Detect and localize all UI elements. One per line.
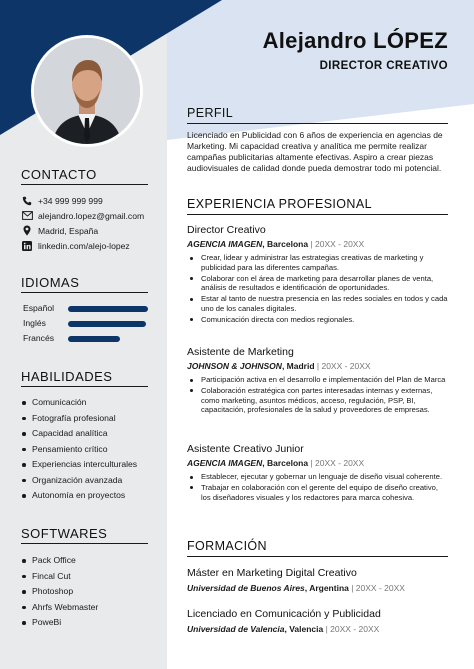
list-item: Estar al tanto de nuestra presencia en las redes sociales en todos y cada uno de los canales digitales. [187, 294, 449, 314]
job-title: Director Creativo [187, 224, 266, 236]
contact-phone-text[interactable]: +34 999 999 999 [38, 195, 103, 206]
list-item: Fotografía profesional [21, 412, 161, 428]
candidate-name: Alejandro LÓPEZ [262, 28, 448, 53]
education-entry [187, 567, 449, 593]
education-entry [187, 608, 449, 634]
list-item: Autonomía en proyectos [21, 489, 161, 505]
contact-linkedin-text[interactable]: linkedin.com/alejo-lopez [38, 240, 130, 251]
contact-phone [21, 193, 166, 208]
job-duties [187, 472, 449, 502]
institution-city: , Argentina [304, 583, 349, 593]
list-item: Ahrfs Webmaster [21, 601, 161, 617]
language-level-bar [68, 336, 148, 342]
phone-icon [21, 195, 33, 206]
education-heading: FORMACIÓN [187, 539, 267, 553]
divider [187, 123, 448, 124]
list-item: Pensamiento crítico [21, 443, 161, 459]
degree-title: Licenciado en Comunicación y Publicidad [187, 608, 381, 620]
institution-city: , Valencia [284, 624, 324, 634]
contact-list [21, 193, 166, 253]
contact-linkedin [21, 238, 166, 253]
job-dates: | 20XX - 20XX [308, 239, 365, 249]
divider [21, 543, 148, 544]
contact-location [21, 223, 166, 238]
language-level-bar [68, 321, 148, 327]
job-meta [187, 361, 449, 371]
institution: Universidad de Valencia [187, 624, 285, 634]
contact-heading: CONTACTO [21, 167, 97, 182]
profile-photo [31, 35, 143, 147]
job-company: AGENCIA IMAGEN [187, 458, 263, 468]
list-item: Participación activa en el desarrollo e implementación del Plan de Marca [187, 375, 449, 385]
skills-list [21, 396, 161, 505]
job-title: Asistente Creativo Junior [187, 443, 304, 455]
job-entry [187, 346, 449, 416]
contact-email [21, 208, 166, 223]
job-duties [187, 375, 449, 415]
divider [187, 214, 448, 215]
list-item: Establecer, ejecutar y gobernar un lenguaje de diseño visual coherente. [187, 472, 449, 482]
contact-email-text[interactable]: alejandro.lopez@gmail.com [38, 210, 145, 221]
job-duties [187, 253, 449, 325]
avatar [34, 38, 140, 144]
list-item: Comunicación directa con medios regionales. [187, 315, 449, 325]
profile-summary: Licenciado en Publicidad con 6 años de experiencia en agencias de Marketing. Mi capacidad creativa y analítica me permite realizar campañas publicitarias altamente efectivas. Aspiro a crear piezas audiovisuales de calidad donde pueda demostrar todo mi potencial. [187, 130, 443, 173]
divider [21, 184, 148, 185]
language-level-bar [68, 306, 148, 312]
job-meta [187, 239, 449, 249]
list-item: Experiencias interculturales [21, 458, 161, 474]
location-pin-icon [21, 225, 33, 236]
job-entry [187, 443, 449, 503]
list-item: Colaborar con el área de marketing para desarrollar planes de venta, análisis de resultados e identificación de oportunidades. [187, 274, 449, 294]
languages-list [21, 302, 151, 347]
list-item: Capacidad analítica [21, 427, 161, 443]
list-item: Pack Office [21, 554, 161, 570]
language-name: Inglés [23, 318, 46, 328]
divider [21, 292, 148, 293]
job-city: , Madrid [281, 361, 315, 371]
degree-title: Máster en Marketing Digital Creativo [187, 567, 357, 579]
job-meta [187, 458, 449, 468]
experience-heading: EXPERIENCIA PROFESIONAL [187, 197, 372, 211]
mail-icon [21, 210, 33, 221]
language-row [21, 317, 151, 332]
job-entry [187, 224, 449, 326]
job-dates: | 20XX - 20XX [308, 458, 365, 468]
job-company: AGENCIA IMAGEN [187, 239, 263, 249]
institution: Universidad de Buenos Aires [187, 583, 305, 593]
degree-dates: | 20XX - 20XX [323, 624, 380, 634]
job-dates: | 20XX - 20XX [314, 361, 371, 371]
list-item: Fincal Cut [21, 570, 161, 586]
list-item: Crear, lidear y administrar las estrategias creativas de marketing y publicidad para las diferentes campañas. [187, 253, 449, 273]
list-item: PoweBi [21, 616, 161, 632]
list-item: Photoshop [21, 585, 161, 601]
job-city: , Barcelona [262, 239, 309, 249]
languages-heading: IDIOMAS [21, 275, 80, 290]
language-level-fill [68, 336, 120, 342]
candidate-role: DIRECTOR CREATIVO [319, 60, 448, 72]
divider [21, 386, 148, 387]
list-item: Trabajar en colaboración con el gerente del equipo de diseño creativo, los diseñadores visuales y los redactores para marca cohesiva. [187, 483, 449, 503]
list-item: Comunicación [21, 396, 161, 412]
software-heading: SOFTWARES [21, 526, 108, 541]
linkedin-icon [21, 240, 33, 251]
list-item: Colaboración estratégica con partes interesadas internas y externas, como marketing, asuntos médicos, acceso, regulación, PSP, BI, capacitación, profesionales de la salud y proveedores de empresas. [187, 386, 449, 415]
language-row [21, 302, 151, 317]
job-title: Asistente de Marketing [187, 346, 294, 358]
software-list [21, 554, 161, 632]
language-name: Español [23, 303, 55, 313]
job-city: , Barcelona [262, 458, 309, 468]
language-name: Francés [23, 333, 55, 343]
job-company: JOHNSON & JOHNSON [187, 361, 282, 371]
language-row [21, 332, 151, 347]
degree-dates: | 20XX - 20XX [348, 583, 405, 593]
degree-meta [187, 583, 449, 593]
skills-heading: HABILIDADES [21, 369, 113, 384]
degree-meta [187, 624, 449, 634]
language-level-fill [68, 306, 148, 312]
language-level-fill [68, 321, 146, 327]
list-item: Organización avanzada [21, 474, 161, 490]
profile-heading: PERFIL [187, 106, 234, 120]
contact-location-text: Madrid, España [38, 225, 99, 236]
divider [187, 556, 448, 557]
